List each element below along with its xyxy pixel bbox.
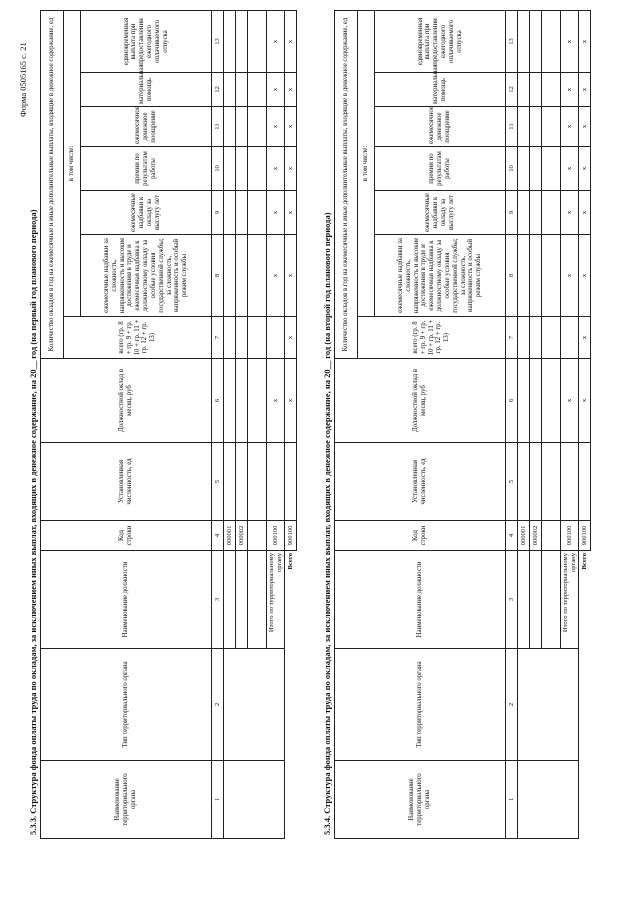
header-position-name: Наименование должности [335,551,506,649]
position-name-cell[interactable] [518,551,530,649]
column-number: 5 [506,443,518,521]
column-number: 7 [506,317,518,359]
column-number: 4 [506,521,518,551]
total-label: Всего [581,553,589,570]
subtotal-label: Итого по территориальному органу [267,551,285,649]
column-number: 3 [506,551,518,649]
not-applicable-mark: x [267,11,285,73]
table-row [518,11,530,839]
not-applicable-mark: x [579,147,591,191]
territorial-body-type-cell[interactable] [518,649,579,761]
position-name-cell[interactable] [224,551,236,649]
not-applicable-mark: x [561,107,579,147]
total-row [285,11,297,839]
column-number: 10 [506,147,518,191]
column-number: 10 [212,147,224,191]
not-applicable-mark: x [285,11,297,73]
subtotal-label: Итого по территориальному органу [561,551,579,649]
not-applicable-mark: x [579,191,591,235]
column-number: 11 [506,107,518,147]
header-vacation-payment: единовременная выплата при предоставлении ежегодного оплачиваемого отпуска [81,11,212,73]
header-monetary-incentive: ежемесячное денежное поощрение [81,107,212,147]
row-code-cell: 000001 [224,521,236,551]
header-territorial-body-name: Наименование территориального органа [335,761,506,839]
header-total: всего (гр. 8 + гр. 9 + гр. 10 + гр. 11 + гр. 12 + гр. 13) [358,317,506,359]
column-number: 8 [212,235,224,317]
header-including: в том числе: [358,11,375,317]
not-applicable-mark: x [561,235,579,317]
header-row-code: Код строки [41,521,212,551]
salary-structure-table-first-year [40,10,297,839]
not-applicable-mark: x [285,359,297,443]
column-number: 7 [212,317,224,359]
table-row [224,11,236,839]
section-title-5-3-4: 5.3.4. Структура фонда оплаты труда по окладам, за исключением иных выплат, входящих в денежное содержание, на 20__ год (на второй год планового периода) [322,212,332,835]
not-applicable-mark: x [285,317,297,359]
header-territorial-body-type: Тип территориального органа [335,649,506,761]
total-code: 900100 [285,521,297,551]
section-title-5-3-3: 5.3.3. Структура фонда оплаты труда по окладам, за исключением иных выплат, входящих в денежное содержание, на 20__ год (на первый год планового периода) [28,209,38,835]
header-salary-count-group: Количество окладов в год на ежемесячные и иные дополнительные выплаты, входящие в денежное содержание, ед [335,11,358,359]
header-staff-count: Установленная численность, ед [335,443,506,521]
territorial-body-name-cell[interactable] [518,761,579,839]
header-salary-count-group: Количество окладов в год на ежемесячные и иные дополнительные выплаты, входящие в денежное содержание, ед [41,11,64,359]
not-applicable-mark: x [267,235,285,317]
column-number: 2 [506,649,518,761]
territorial-body-type-cell[interactable] [224,649,285,761]
header-position-name: Наименование должности [41,551,212,649]
not-applicable-mark: x [579,317,591,359]
header-row-code: Код строки [335,521,506,551]
row-code-cell: 000001 [518,521,530,551]
not-applicable-mark: x [267,191,285,235]
header-monthly-salary: Должностной оклад в месяц, руб [41,359,212,443]
not-applicable-mark: x [579,107,591,147]
column-number: 9 [212,191,224,235]
column-number: 12 [212,73,224,107]
not-applicable-mark: x [579,359,591,443]
not-applicable-mark: x [285,191,297,235]
row-code-cell: 000002 [530,521,542,551]
header-performance-bonus: премии по результатам работы [375,147,506,191]
column-number: 6 [506,359,518,443]
header-total: всего (гр. 8 + гр. 9 + гр. 10 + гр. 11 + гр. 12 + гр. 13) [64,317,212,359]
not-applicable-mark: x [579,11,591,73]
not-applicable-mark: x [579,235,591,317]
not-applicable-mark: x [561,73,579,107]
not-applicable-mark: x [561,191,579,235]
not-applicable-mark: x [561,359,579,443]
column-number: 9 [506,191,518,235]
header-seniority-allowance: ежемесячные надбавки к окладу за выслугу лет [81,191,212,235]
not-applicable-mark: x [561,147,579,191]
subtotal-code: 000100 [267,521,285,551]
header-territorial-body-name: Наименование территориального органа [41,761,212,839]
header-financial-aid: материальная помощь [81,73,212,107]
column-number: 6 [212,359,224,443]
not-applicable-mark: x [579,73,591,107]
column-number: 13 [212,11,224,73]
header-financial-aid: материальная помощь [375,73,506,107]
salary-structure-table-second-year [334,10,591,839]
position-name-cell[interactable] [542,551,561,649]
not-applicable-mark: x [285,107,297,147]
not-applicable-mark: x [267,147,285,191]
column-number: 11 [212,107,224,147]
subtotal-code: 000100 [561,521,579,551]
position-name-cell[interactable] [236,551,248,649]
row-code-cell: 000002 [236,521,248,551]
column-number: 2 [212,649,224,761]
header-performance-bonus: премии по результатам работы [81,147,212,191]
total-row [579,11,591,839]
header-complexity-allowance: ежемесячные надбавки за сложность, напряженность и высокие достижения в труде и ежемесячная надбавка к должностному окладу за особые условия государственной службы; за сложность, напряженность и особый режим службы [375,235,506,317]
not-applicable-mark: x [267,359,285,443]
column-number: 4 [212,521,224,551]
header-vacation-payment: единовременная выплата при предоставлении ежегодного оплачиваемого отпуска [375,11,506,73]
column-number: 3 [212,551,224,649]
header-territorial-body-type: Тип территориального органа [41,649,212,761]
total-label: Всего [287,553,295,570]
not-applicable-mark: x [561,11,579,73]
column-number: 5 [212,443,224,521]
header-including: в том числе: [64,11,81,317]
not-applicable-mark: x [285,147,297,191]
territorial-body-name-cell[interactable] [224,761,285,839]
position-name-cell[interactable] [248,551,267,649]
header-seniority-allowance: ежемесячные надбавки к окладу за выслугу лет [375,191,506,235]
column-number: 1 [212,761,224,839]
column-number: 13 [506,11,518,73]
header-complexity-allowance: ежемесячные надбавки за сложность, напряженность и высокие достижения в труде и ежемесячная надбавка к должностному окладу за особые условия государственной службы; за сложность, напряженность и особый режим службы [81,235,212,317]
column-number: 1 [506,761,518,839]
not-applicable-mark: x [285,235,297,317]
header-monetary-incentive: ежемесячное денежное поощрение [375,107,506,147]
not-applicable-mark: x [267,107,285,147]
header-monthly-salary: Должностной оклад в месяц, руб [335,359,506,443]
header-staff-count: Установленная численность, ед [41,443,212,521]
position-name-cell[interactable] [530,551,542,649]
not-applicable-mark: x [285,73,297,107]
column-number: 12 [506,73,518,107]
not-applicable-mark: x [267,73,285,107]
form-reference: Форма 0505165 с. 21 [18,42,28,117]
column-number: 8 [506,235,518,317]
total-code: 900100 [579,521,591,551]
